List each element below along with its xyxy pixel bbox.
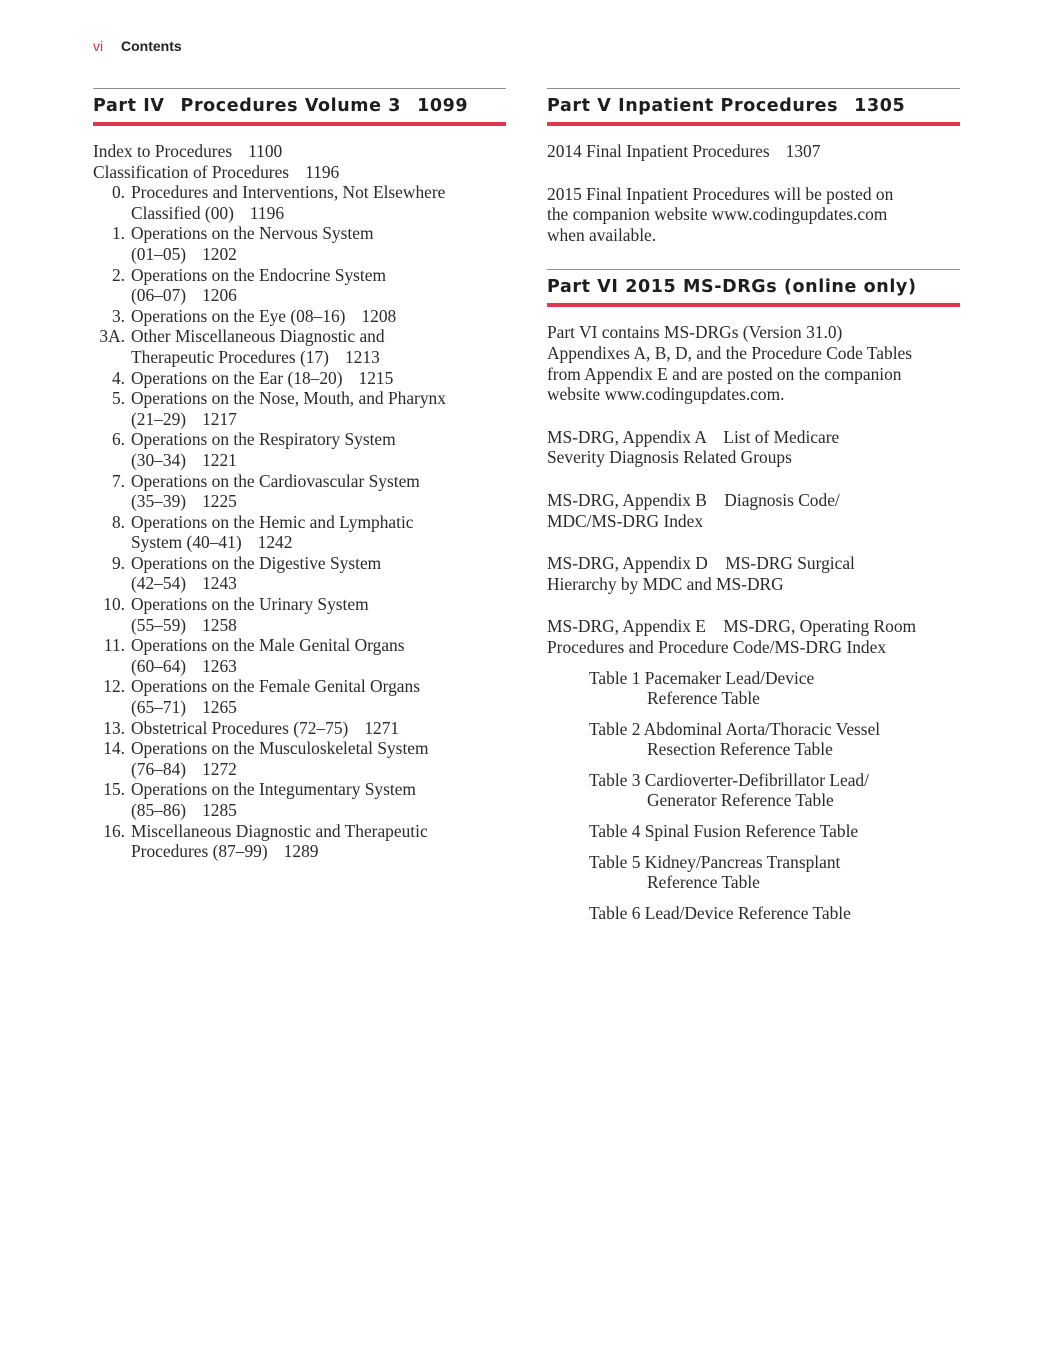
chapter-title: Operations on the Nose, Mouth, and Pharynx	[131, 388, 446, 409]
toc-item-page: 1196	[305, 161, 340, 182]
part5-note	[547, 184, 960, 246]
table-line: Generator Reference Table	[647, 790, 834, 811]
appendix-line: MS-DRG, Appendix A List of Medicare	[547, 426, 840, 447]
chapter-page: 1208	[361, 305, 397, 326]
chapter-title: Operations on the Cardiovascular System	[131, 470, 420, 491]
chapter-title: Operations on the Digestive System	[131, 552, 382, 573]
chapter-title: Operations on the Male Genital Organs	[131, 635, 405, 656]
part6-intro	[547, 322, 960, 404]
intro-line: Part VI contains MS-DRGs (Version 31.0)	[547, 322, 843, 343]
chapter-item[interactable]	[93, 718, 506, 739]
chapter-title-cont: (30–34)	[131, 449, 187, 470]
chapter-number: 16.	[103, 820, 125, 841]
part4-label: Part IV	[93, 96, 165, 116]
chapter-number: 11.	[103, 635, 125, 656]
note-line: the companion website www.codingupdates.com	[547, 204, 888, 225]
part5-heading	[547, 88, 960, 126]
chapter-number: 15.	[103, 779, 125, 800]
chapter-title-cont: (21–29)	[131, 408, 187, 429]
chapter-title: Other Miscellaneous Diagnostic and	[131, 326, 385, 347]
part4-title: Procedures Volume 3	[180, 96, 402, 116]
table-line: Table 2 Abdominal Aorta/Thoracic Vessel	[589, 718, 881, 739]
part5-title: Part V Inpatient Procedures	[547, 96, 839, 116]
appendix-line: Hierarchy by MDC and MS-DRG	[547, 573, 784, 594]
chapter-title: Operations on the Integumentary System	[131, 779, 416, 800]
chapter-title: Operations on the Endocrine System	[131, 264, 387, 285]
chapter-item[interactable]	[93, 635, 506, 676]
chapter-item[interactable]	[93, 471, 506, 512]
chapter-title-cont: System (40–41)	[131, 532, 242, 553]
chapter-number: 3A.	[99, 326, 125, 347]
chapter-item[interactable]	[93, 388, 506, 429]
chapter-page: 1206	[202, 285, 237, 306]
chapter-page: 1285	[202, 800, 237, 820]
part4-page: 1099	[417, 96, 469, 116]
table-line: Table 1 Pacemaker Lead/Device	[589, 667, 815, 688]
appendix-line: MDC/MS-DRG Index	[547, 510, 704, 531]
chapter-page: 1225	[202, 491, 237, 512]
chapter-number: 3.	[111, 305, 125, 326]
appendix-item[interactable]	[547, 553, 960, 594]
chapter-page: 1258	[202, 614, 237, 635]
table-line: Table 3 Cardioverter-Defibrillator Lead/	[589, 769, 869, 790]
intro-line: Appendixes A, B, D, and the Procedure Code Tables	[547, 342, 913, 363]
chapter-item[interactable]	[93, 553, 506, 594]
note-line: 2015 Final Inpatient Procedures will be posted on	[547, 183, 894, 204]
chapter-number: 0.	[111, 182, 125, 203]
chapter-number: 5.	[111, 388, 125, 409]
chapter-number: 8.	[111, 511, 125, 532]
chapter-title: Operations on the Ear (18–20)	[131, 367, 343, 388]
chapter-number: 10.	[103, 594, 125, 615]
chapter-item[interactable]	[93, 594, 506, 635]
toc-item-text: Index to Procedures	[93, 141, 233, 161]
chapter-item[interactable]	[93, 182, 506, 223]
chapter-page: 1289	[283, 841, 319, 862]
chapter-title-cont: (42–54)	[131, 573, 187, 594]
chapter-list	[93, 182, 506, 862]
chapter-number: 2.	[111, 264, 125, 285]
chapter-title: Operations on the Hemic and Lymphatic	[131, 511, 414, 532]
chapter-title: Operations on the Nervous System	[131, 223, 374, 244]
part6-title: Part VI 2015 MS-DRGs (online only)	[547, 277, 917, 298]
chapter-title-cont: (85–86)	[131, 800, 187, 820]
chapter-page: 1242	[257, 532, 293, 553]
running-head	[93, 38, 182, 54]
chapter-page: 1202	[202, 243, 237, 264]
chapter-item[interactable]	[93, 265, 506, 306]
chapter-item[interactable]	[93, 306, 506, 327]
part4-heading	[93, 88, 506, 126]
appendix-line: MS-DRG, Appendix D MS-DRG Surgical	[547, 553, 855, 574]
chapter-page: 1243	[202, 573, 237, 594]
toc-item-page: 1100	[248, 141, 283, 161]
chapter-title: Procedures and Interventions, Not Elsewhere	[131, 182, 446, 203]
table-line: Reference Table	[647, 872, 760, 893]
chapter-title-cont: (55–59)	[131, 614, 187, 635]
chapter-item[interactable]	[93, 738, 506, 779]
chapter-page: 1196	[249, 202, 285, 223]
part5-item[interactable]	[547, 141, 960, 162]
table-line: Reference Table	[647, 688, 760, 709]
chapter-page: 1271	[364, 717, 400, 738]
toc-item-text: Classification of Procedures	[93, 161, 290, 182]
chapter-number: 13.	[103, 717, 125, 738]
appendix-line: Procedures and Procedure Code/MS-DRG Index	[547, 636, 887, 657]
chapter-title-cont: (01–05)	[131, 243, 187, 264]
reference-table-item[interactable]	[589, 668, 960, 709]
reference-table-item[interactable]	[589, 852, 960, 893]
table-line: Table 5 Kidney/Pancreas Transplant	[589, 851, 841, 872]
chapter-title: Miscellaneous Diagnostic and Therapeutic	[131, 820, 428, 841]
chapter-page: 1272	[202, 758, 237, 779]
appendix-line: MS-DRG, Appendix B Diagnosis Code/	[547, 489, 840, 510]
chapter-item[interactable]	[93, 779, 506, 820]
chapter-title-cont: (65–71)	[131, 697, 187, 718]
right-column	[547, 88, 960, 933]
chapter-item[interactable]	[93, 676, 506, 717]
chapter-title-cont: Procedures (87–99)	[131, 841, 268, 862]
reference-table-item[interactable]	[589, 821, 960, 842]
chapter-title-cont: (35–39)	[131, 491, 187, 512]
chapter-title-cont: (76–84)	[131, 758, 187, 779]
toc-intro-item[interactable]	[93, 141, 506, 162]
chapter-title: Operations on the Respiratory System	[131, 429, 396, 450]
toc-intro-item[interactable]	[93, 162, 506, 183]
table-line: Table 6 Lead/Device Reference Table	[589, 902, 851, 923]
left-column	[93, 88, 506, 862]
toc-item-text: 2014 Final Inpatient Procedures	[547, 141, 770, 161]
chapter-title-cont: (60–64)	[131, 655, 187, 676]
chapter-page: 1263	[202, 655, 237, 676]
chapter-title: Operations on the Musculoskeletal System	[131, 738, 429, 759]
chapter-page: 1213	[344, 346, 380, 367]
appendix-line: MS-DRG, Appendix E MS-DRG, Operating Room	[547, 616, 917, 637]
chapter-page: 1265	[202, 697, 237, 718]
chapter-title: Operations on the Eye (08–16)	[131, 305, 346, 326]
running-head-title: Contents	[121, 38, 182, 54]
chapter-page: 1221	[202, 449, 237, 470]
chapter-number: 1.	[111, 223, 125, 244]
chapter-title: Operations on the Female Genital Organs	[131, 676, 420, 697]
part5-page: 1305	[854, 96, 906, 116]
chapter-item[interactable]	[93, 326, 506, 367]
table-line: Table 4 Spinal Fusion Reference Table	[589, 821, 859, 842]
appendix-item[interactable]	[547, 616, 960, 657]
chapter-title-cont: Therapeutic Procedures (17)	[131, 346, 329, 367]
chapter-number: 9.	[111, 552, 125, 573]
chapter-item[interactable]	[93, 821, 506, 862]
chapter-number: 12.	[103, 676, 125, 697]
chapter-item[interactable]	[93, 223, 506, 264]
appendix-item[interactable]	[547, 490, 960, 531]
table-list	[589, 668, 960, 924]
chapter-title-cont: (06–07)	[131, 285, 187, 306]
appendix-item[interactable]	[547, 427, 960, 468]
intro-line: from Appendix E and are posted on the companion	[547, 363, 902, 384]
chapter-page: 1217	[202, 408, 237, 429]
chapter-number: 14.	[103, 738, 125, 759]
reference-table-item[interactable]	[589, 903, 960, 924]
part4-toc	[93, 141, 506, 862]
chapter-number: 7.	[111, 470, 125, 491]
chapter-item[interactable]	[93, 368, 506, 389]
toc-item-page: 1307	[785, 141, 821, 161]
chapter-number: 6.	[111, 429, 125, 450]
appendix-list	[547, 427, 960, 658]
table-line: Resection Reference Table	[647, 739, 833, 760]
chapter-title: Obstetrical Procedures (72–75)	[131, 717, 349, 738]
chapter-page: 1215	[358, 367, 394, 388]
page-number: vi	[93, 38, 104, 54]
appendix-line: Severity Diagnosis Related Groups	[547, 447, 792, 468]
chapter-title: Operations on the Urinary System	[131, 594, 369, 615]
chapter-item[interactable]	[93, 429, 506, 470]
chapter-title-cont: Classified (00)	[131, 202, 234, 223]
note-line: when available.	[547, 224, 657, 245]
reference-table-item[interactable]	[589, 770, 960, 811]
chapter-number: 4.	[111, 367, 125, 388]
chapter-item[interactable]	[93, 512, 506, 553]
intro-line: website www.codingupdates.com.	[547, 384, 785, 405]
part6-heading	[547, 269, 960, 307]
reference-table-item[interactable]	[589, 719, 960, 760]
